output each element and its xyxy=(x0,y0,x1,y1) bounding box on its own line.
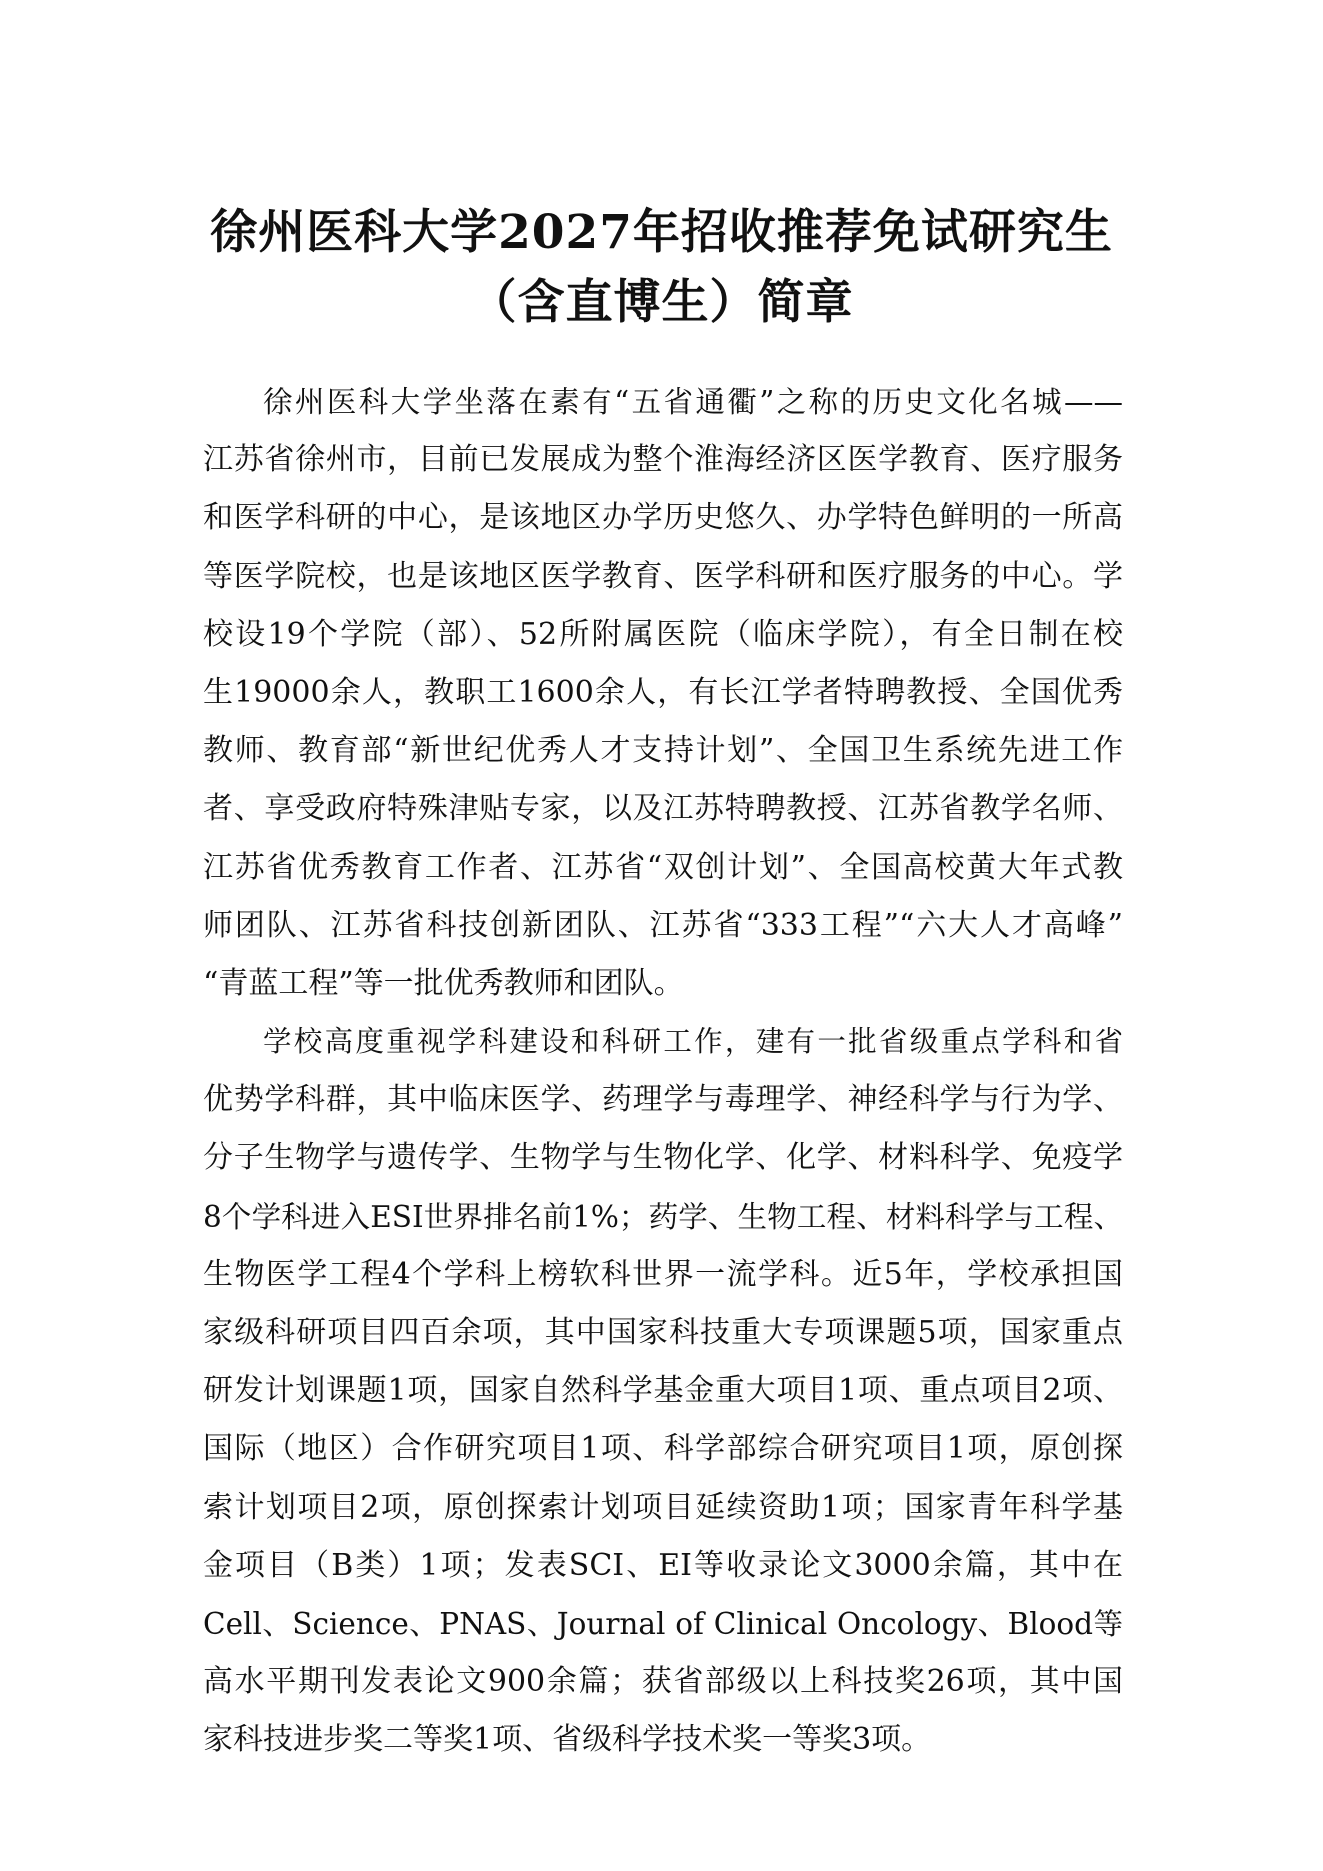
paragraph-line: 8个学科进入ESI世界排名前1%；药学、生物工程、材料科学与工程、 xyxy=(203,1199,1123,1234)
paragraph-line: 徐州医科大学坐落在素有“五省通衢”之称的历史文化名城—— xyxy=(263,385,1123,419)
paragraph-line: 生19000余人，教职工1600余人，有长江学者特聘教授、全国优秀 xyxy=(203,674,1123,710)
paragraph-line: 研发计划课题1项，国家自然科学基金重大项目1项、重点项目2项、 xyxy=(203,1373,1123,1409)
paragraph-line: “青蓝工程”等一批优秀教师和团队。 xyxy=(203,965,684,1001)
paragraph-line: 学校高度重视学科建设和科研工作，建有一批省级重点学科和省 xyxy=(263,1025,1123,1059)
title-line-1: 徐州医科大学2027年招收推荐免试研究生 xyxy=(210,205,1113,260)
paragraph-line: 高水平期刊发表论文900余篇；获省部级以上科技奖26项，其中国 xyxy=(203,1664,1123,1700)
title-line-2: （含直博生）简章 xyxy=(469,275,854,330)
paragraph-line: Cell、Science、PNAS、Journal of Clinical Oncology、Blood等 xyxy=(203,1606,1123,1641)
paragraph-line: 教师、教育部“新世纪优秀人才支持计划”、全国卫生系统先进工作 xyxy=(203,733,1123,769)
paragraph-line: 和医学科研的中心，是该地区办学历史悠久、办学特色鲜明的一所高 xyxy=(203,500,1123,536)
paragraph-line: 索计划项目2项，原创探索计划项目延续资助1项；国家青年科学基 xyxy=(203,1489,1123,1525)
paragraph-line: 江苏省优秀教育工作者、江苏省“双创计划”、全国高校黄大年式教 xyxy=(203,849,1123,885)
paragraph-intro xyxy=(203,373,1123,1013)
paragraph-line: 校设19个学院（部）、52所附属医院（临床学院），有全日制在校 xyxy=(203,616,1123,652)
paragraph-line: 金项目（B类）1项；发表SCI、EI等收录论文3000余篇，其中在 xyxy=(203,1547,1123,1583)
paragraph-research xyxy=(203,1013,1123,1769)
document-title xyxy=(160,198,1163,338)
paragraph-line: 江苏省徐州市，目前已发展成为整个淮海经济区医学教育、医疗服务 xyxy=(203,442,1123,478)
paragraph-line: 者、享受政府特殊津贴专家，以及江苏特聘教授、江苏省教学名师、 xyxy=(203,791,1123,827)
paragraph-line: 师团队、江苏省科技创新团队、江苏省“333工程”“六大人才高峰” xyxy=(203,907,1123,943)
document-body xyxy=(203,373,1123,1770)
paragraph-line: 分子生物学与遗传学、生物学与生物化学、化学、材料科学、免疫学 xyxy=(203,1140,1123,1176)
paragraph-line: 家级科研项目四百余项，其中国家科技重大专项课题5项，国家重点 xyxy=(203,1315,1123,1350)
paragraph-line: 优势学科群，其中临床医学、药理学与毒理学、神经科学与行为学、 xyxy=(203,1082,1123,1118)
paragraph-line: 家科技进步奖二等奖1项、省级科学技术奖一等奖3项。 xyxy=(203,1722,932,1758)
paragraph-line: 等医学院校，也是该地区医学教育、医学科研和医疗服务的中心。学 xyxy=(203,558,1123,594)
paragraph-line: 国际（地区）合作研究项目1项、科学部综合研究项目1项，原创探 xyxy=(203,1431,1123,1467)
paragraph-line: 生物医学工程4个学科上榜软科世界一流学科。近5年，学校承担国 xyxy=(203,1256,1123,1292)
